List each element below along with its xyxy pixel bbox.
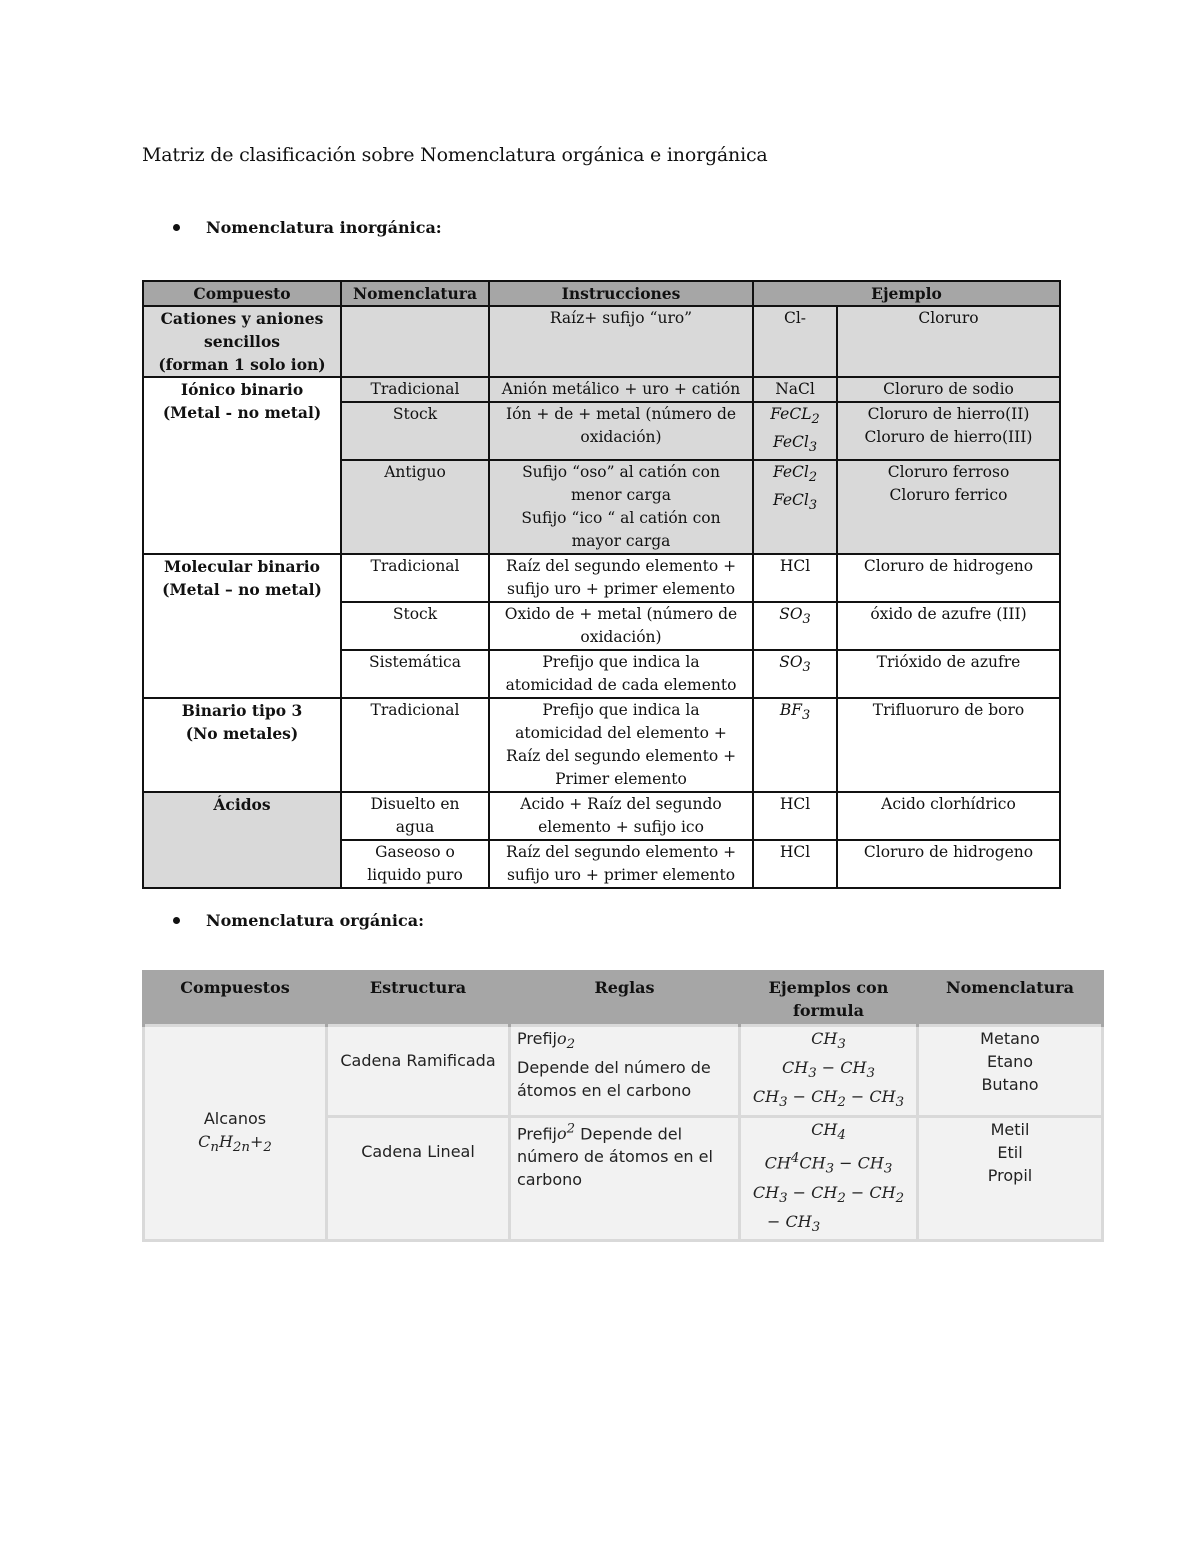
cell-reglas: Prefijo$^2$ Depende del número de átomos en el carbono — [510, 1117, 740, 1241]
cell-nombre: Cloruro — [837, 306, 1060, 377]
cell-reglas: Prefijo$_2$ Depende del número de átomos en el carbono — [510, 1026, 740, 1117]
cell-nomenclatura: Stock — [341, 602, 489, 650]
cell-nomenclatura: Tradicional — [341, 698, 489, 792]
cell-formula: HCl — [753, 840, 837, 888]
cell-compuesto: Iónico binario (Metal - no metal) — [143, 377, 341, 554]
formula: $CH^4CH_3 - CH_3$ — [764, 1151, 893, 1177]
cell-compuesto: Ácidos — [143, 792, 341, 888]
cell-instrucciones: Ión + de + metal (número de oxidación) — [489, 402, 753, 460]
table-row — [143, 306, 1060, 377]
cell-nombre: Cloruro de hierro(II) Cloruro de hierro(III) — [837, 402, 1060, 460]
cell-instrucciones: Raíz del segundo elemento + sufijo uro + primer elemento — [489, 554, 753, 602]
cell-instrucciones: Raíz+ sufijo “uro” — [489, 306, 753, 377]
cell-compuesto: Alcanos $C_nH_{2n}+_2$ — [144, 1026, 327, 1241]
table-row — [143, 792, 1060, 840]
formula: $CH_3$ — [811, 1029, 846, 1053]
cell-nombre: Cloruro de sodio — [837, 377, 1060, 402]
cell-compuesto: Binario tipo 3 (No metales) — [143, 698, 341, 792]
cell-nomenclatura: Gaseoso o liquido puro — [341, 840, 489, 888]
formula: FeCl$_2$ — [772, 463, 818, 486]
section-heading-inorganic — [173, 218, 442, 237]
bullet-dot — [173, 917, 180, 924]
cell-ejemplos — [740, 1117, 918, 1241]
formula: $CH_4$ — [811, 1120, 846, 1144]
page-title: Matriz de clasificación sobre Nomenclatura orgánica e inorgánica — [142, 144, 768, 166]
cell-nomenclatura: Sistemática — [341, 650, 489, 698]
cell-nomenclatura: Tradicional — [341, 377, 489, 402]
cell-nomenclatura: Stock — [341, 402, 489, 460]
cell-nombre: Trióxido de azufre — [837, 650, 1060, 698]
formula: $CH_3 - CH_2 - CH_3$ — [752, 1087, 905, 1111]
organic-nomenclature-table — [142, 970, 1104, 1242]
cell-nomenclatura — [341, 306, 489, 377]
cell-compuesto: Molecular binario (Metal – no metal) — [143, 554, 341, 698]
cell-instrucciones: Sufijo “oso” al catión con menor carga Sufijo “ico “ al catión con mayor carga — [489, 460, 753, 554]
cell-nombre: Cloruro ferroso Cloruro ferrico — [837, 460, 1060, 554]
cell-nombre: óxido de azufre (III) — [837, 602, 1060, 650]
section-heading-inorganic-label: Nomenclatura inorgánica: — [206, 218, 442, 237]
formula: $CH_3 - CH_2 - CH_2$ — [752, 1182, 905, 1206]
rule-prefix: Prefijo$_2$ — [517, 1029, 576, 1053]
table-header-row — [144, 970, 1103, 1026]
cell-estructura: Cadena Lineal — [327, 1117, 510, 1241]
table-row — [144, 1026, 1103, 1117]
table-row — [143, 698, 1060, 792]
header-estructura: Estructura — [327, 970, 510, 1026]
header-nomenclatura: Nomenclatura — [341, 281, 489, 306]
cell-instrucciones: Prefijo que indica la atomicidad de cada elemento — [489, 650, 753, 698]
cell-nombre: Acido clorhídrico — [837, 792, 1060, 840]
formula: − $CH_3$ — [767, 1211, 821, 1236]
cell-formula: NaCl — [753, 377, 837, 402]
cell-formula: $SO_3$ — [753, 650, 837, 698]
cell-nombre: Cloruro de hidrogeno — [837, 840, 1060, 888]
table-header-row — [143, 281, 1060, 306]
cell-nomenclatura: Antiguo — [341, 460, 489, 554]
cell-instrucciones: Acido + Raíz del segundo elemento + sufijo ico — [489, 792, 753, 840]
formula: FeCL$_2$ — [770, 405, 820, 428]
header-compuestos: Compuestos — [144, 970, 327, 1026]
cell-formula: $BF_3$ — [753, 698, 837, 792]
formula: FeCl$_3$ — [772, 433, 818, 456]
table-row — [143, 554, 1060, 602]
header-instrucciones: Instrucciones — [489, 281, 753, 306]
cell-ejemplos — [740, 1026, 918, 1117]
rule-prefix: Prefijo$^2$ Depende del — [517, 1122, 683, 1144]
cell-nombre: Cloruro de hidrogeno — [837, 554, 1060, 602]
cell-instrucciones: Prefijo que indica la atomicidad del elemento + Raíz del segundo elemento + Primer elemento — [489, 698, 753, 792]
cell-formula: HCl — [753, 554, 837, 602]
table-row — [143, 377, 1060, 402]
cell-instrucciones: Anión metálico + uro + catión — [489, 377, 753, 402]
alkane-formula: $C_nH_{2n}+_2$ — [198, 1131, 272, 1156]
section-heading-organic — [173, 911, 424, 930]
cell-nomenclatura: Metano Etano Butano — [918, 1026, 1103, 1117]
section-heading-organic-label: Nomenclatura orgánica: — [206, 911, 424, 930]
cell-nomenclatura: Disuelto en agua — [341, 792, 489, 840]
cell-formula — [753, 460, 837, 554]
formula: $CH_3 - CH_3$ — [782, 1058, 875, 1082]
cell-estructura: Cadena Ramificada — [327, 1026, 510, 1117]
header-nomenclatura: Nomenclatura — [918, 970, 1103, 1026]
header-ejemplos: Ejemplos con formula — [740, 970, 918, 1026]
cell-compuesto: Cationes y aniones sencillos (forman 1 solo ion) — [143, 306, 341, 377]
header-compuesto: Compuesto — [143, 281, 341, 306]
cell-instrucciones: Oxido de + metal (número de oxidación) — [489, 602, 753, 650]
header-reglas: Reglas — [510, 970, 740, 1026]
header-ejemplo: Ejemplo — [753, 281, 1060, 306]
inorganic-nomenclature-table — [142, 280, 1061, 889]
cell-formula — [753, 402, 837, 460]
bullet-dot — [173, 224, 180, 231]
formula: FeCl$_3$ — [772, 491, 818, 514]
cell-nombre: Trifluoruro de boro — [837, 698, 1060, 792]
cell-formula: $SO_3$ — [753, 602, 837, 650]
cell-instrucciones: Raíz del segundo elemento + sufijo uro + primer elemento — [489, 840, 753, 888]
cell-nomenclatura: Metil Etil Propil — [918, 1117, 1103, 1241]
cell-nomenclatura: Tradicional — [341, 554, 489, 602]
cell-formula: HCl — [753, 792, 837, 840]
cell-formula: Cl- — [753, 306, 837, 377]
